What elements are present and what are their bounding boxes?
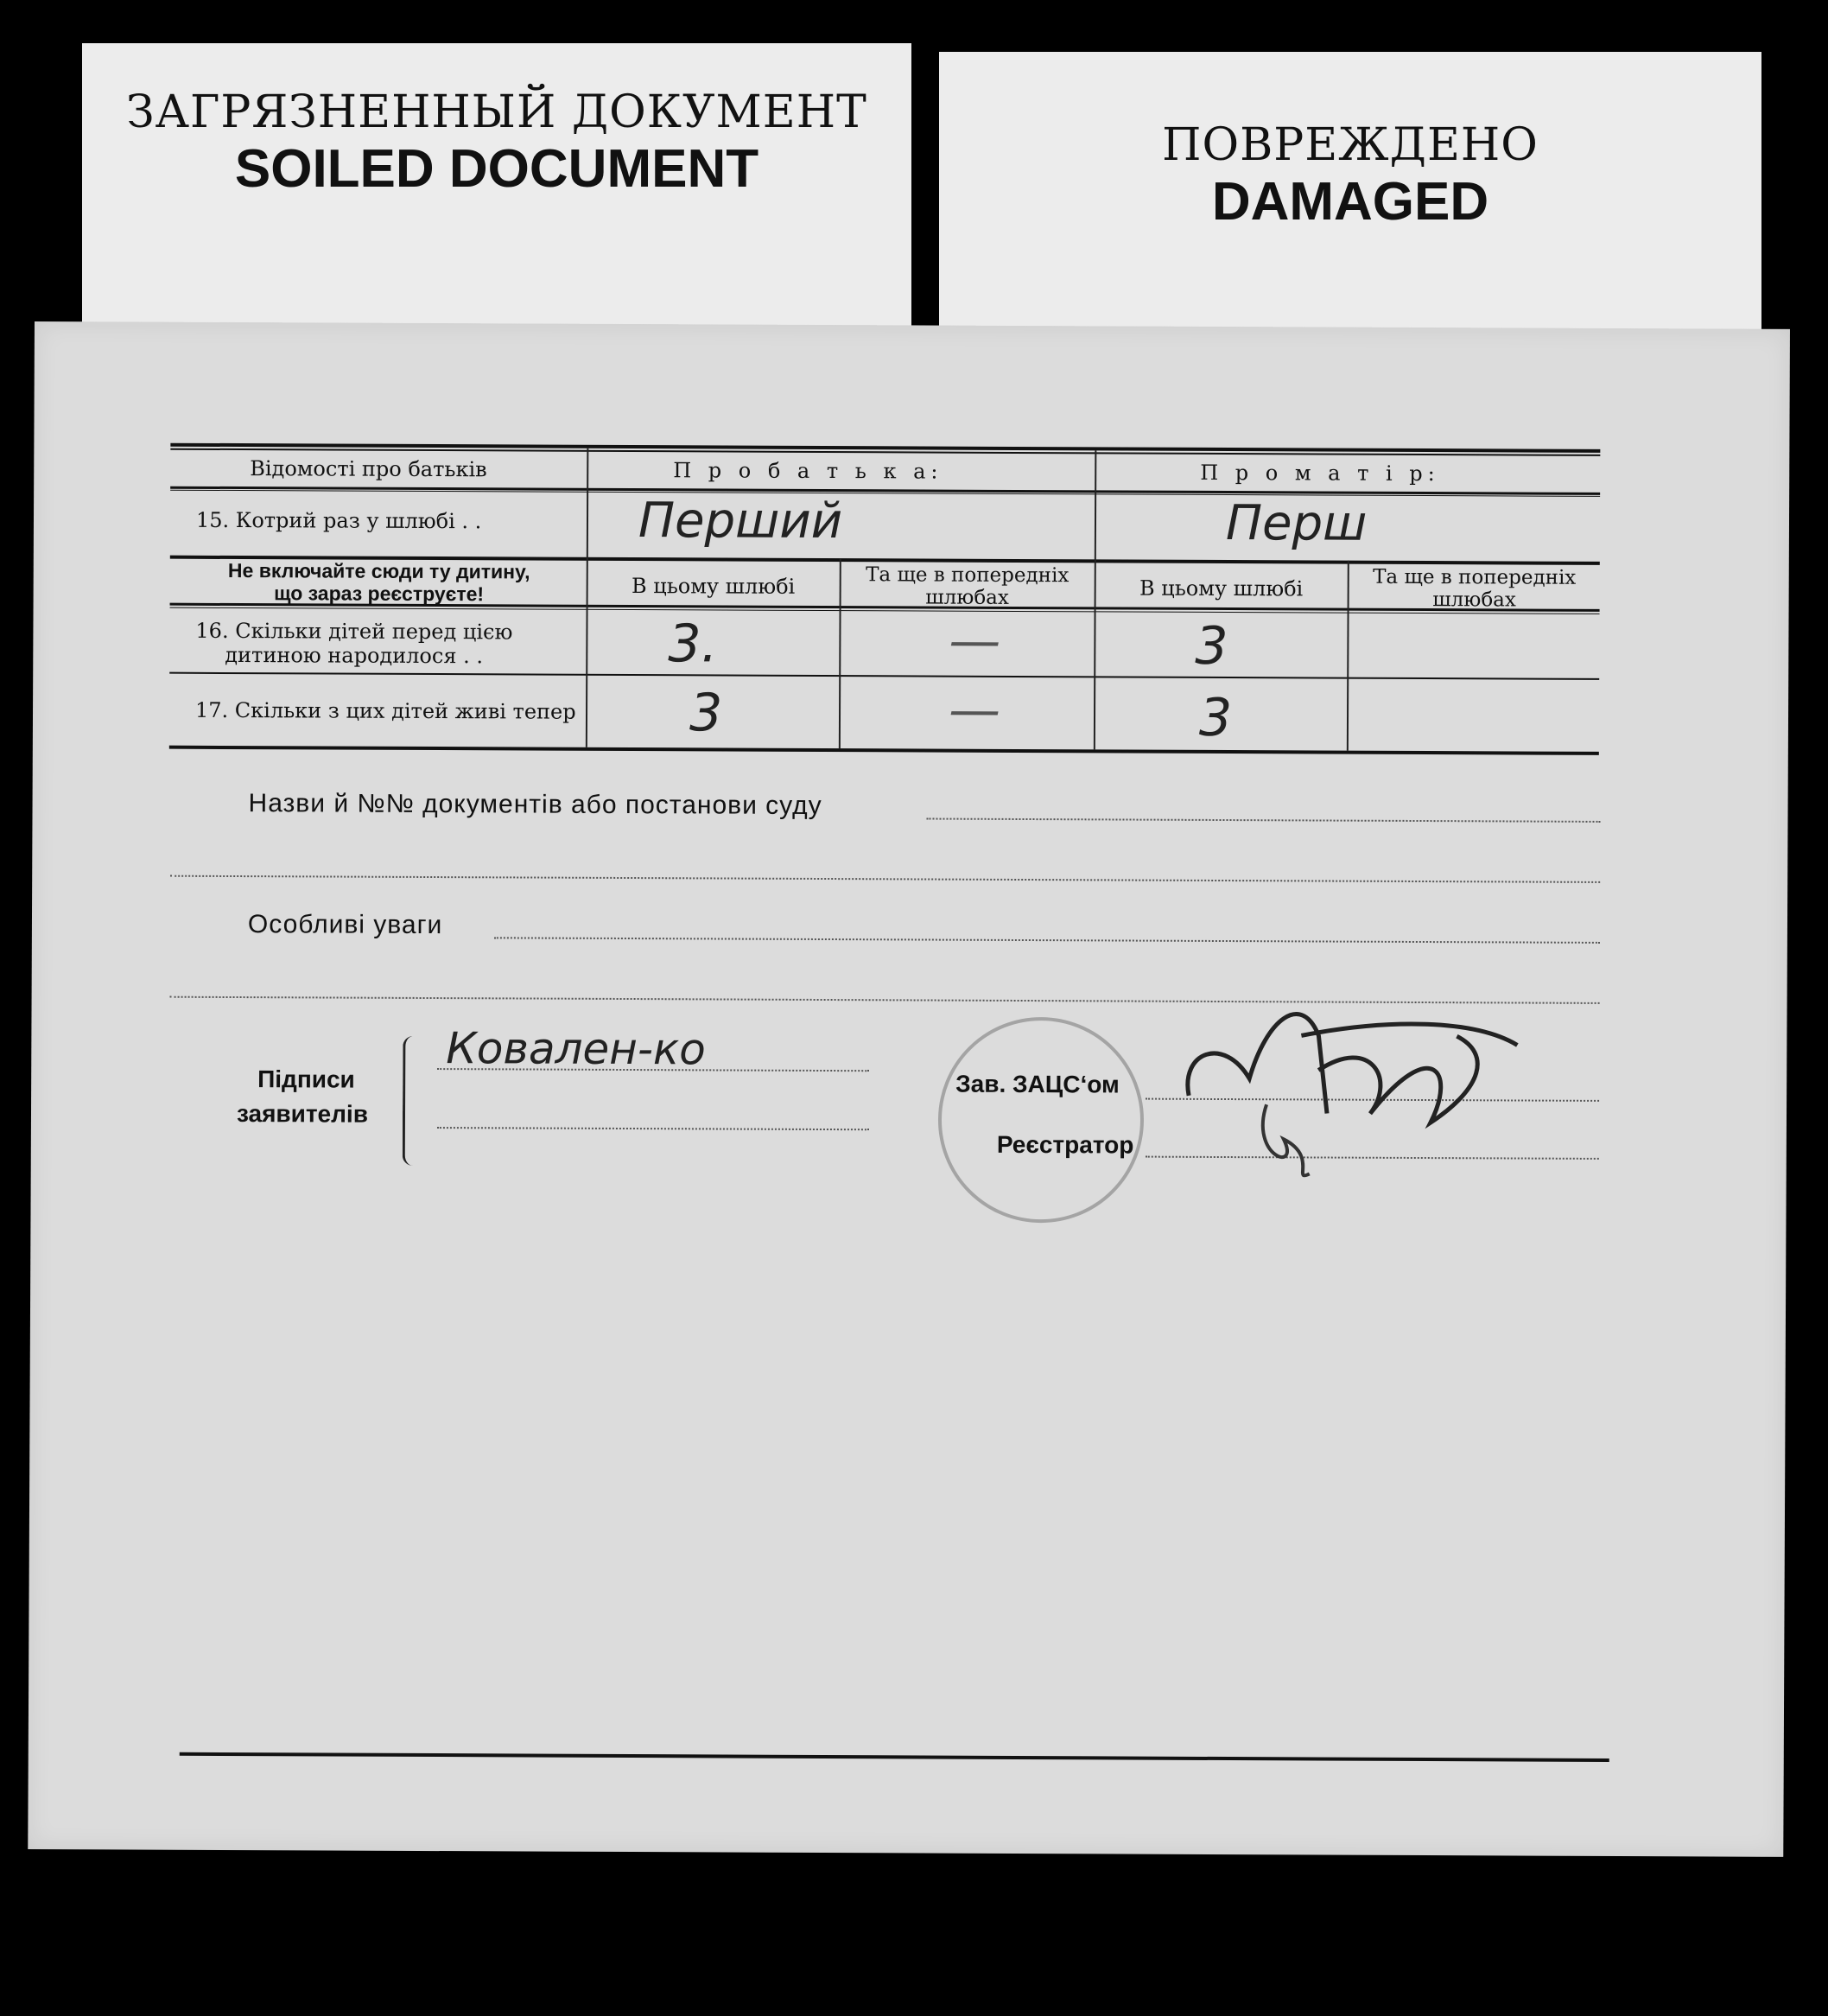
row16-label: [195, 619, 575, 669]
applicant-line-2: [437, 1127, 869, 1130]
row17-mother-this: 3: [1198, 687, 1233, 749]
documents-line: [926, 818, 1600, 823]
note-line2: що зараз реєструєте!: [274, 582, 485, 606]
row17-father-this: 3: [689, 683, 723, 744]
head-label: Зав. ЗАЦС‘ом: [955, 1070, 1120, 1098]
registration-form-sheet: [28, 321, 1790, 1857]
row15-label: 15. Котрий раз у шлюбі . .: [195, 507, 482, 534]
damaged-ru-label: ПОВРЕЖДЕНО: [1162, 119, 1539, 171]
header-father: П р о б а т ь к а:: [673, 458, 943, 484]
header-mother: П р о м а т і р:: [1200, 460, 1440, 487]
note-line1: Не включайте сюди ту дитину,: [227, 558, 530, 583]
col-divider-3: [1094, 450, 1097, 749]
signatures-brace: [403, 1036, 416, 1166]
soiled-ru-label: ЗАГРЯЗНЕННЫЙ ДОКУМЕНТ: [126, 86, 867, 138]
soiled-en-label: SOILED DOCUMENT: [234, 139, 759, 199]
subhead-mother-this: В цьому шлюбі: [1139, 576, 1304, 601]
remarks-line: [494, 937, 1600, 944]
bottom-rule: [180, 1752, 1609, 1762]
note-not-include: [172, 559, 587, 606]
remarks-label: Особливі уваги: [247, 910, 443, 940]
damaged-en-label: DAMAGED: [1211, 172, 1489, 232]
row16-father-prev: —: [949, 610, 1001, 671]
subhead-father-prev: Та ще в попередніх шлюбах: [866, 563, 1070, 609]
row15-mother-value: Перш: [1225, 495, 1368, 552]
row16-line1: 16. Скільки дітей перед цією: [195, 618, 513, 645]
damaged-card: [939, 52, 1761, 333]
row17-father-prev: —: [948, 679, 1001, 741]
applicant-signature: Ковален-ко: [446, 1023, 706, 1075]
table-bottom-rule: [169, 746, 1599, 755]
registrar-label: Реєстратор: [996, 1130, 1134, 1159]
official-stamp: [937, 1017, 1144, 1224]
documents-label: Назви й №№ документів або постанови суду: [248, 789, 822, 820]
row16-father-this: 3.: [668, 614, 718, 675]
soiled-document-card: [82, 43, 911, 333]
row16-rule: [169, 672, 1599, 680]
subhead-mother-prev: Та ще в попередніх шлюбах: [1373, 565, 1577, 612]
head-signature-scribble: [1171, 983, 1535, 1184]
row16-line2: дитиною народилося . .: [225, 642, 484, 669]
row16-mother-this: 3: [1195, 615, 1228, 677]
subhead-father-this: В цьому шлюбі: [632, 574, 796, 599]
row17-label: 17. Скільки з цих дітей живі тепер: [194, 697, 576, 724]
header-label: Відомості про батьків: [250, 456, 487, 482]
row15-father-value: Перший: [638, 493, 843, 550]
signatures-label-1: Підписи: [257, 1065, 355, 1093]
signatures-label-2: заявителів: [236, 1100, 369, 1128]
documents-line-2: [170, 875, 1600, 883]
